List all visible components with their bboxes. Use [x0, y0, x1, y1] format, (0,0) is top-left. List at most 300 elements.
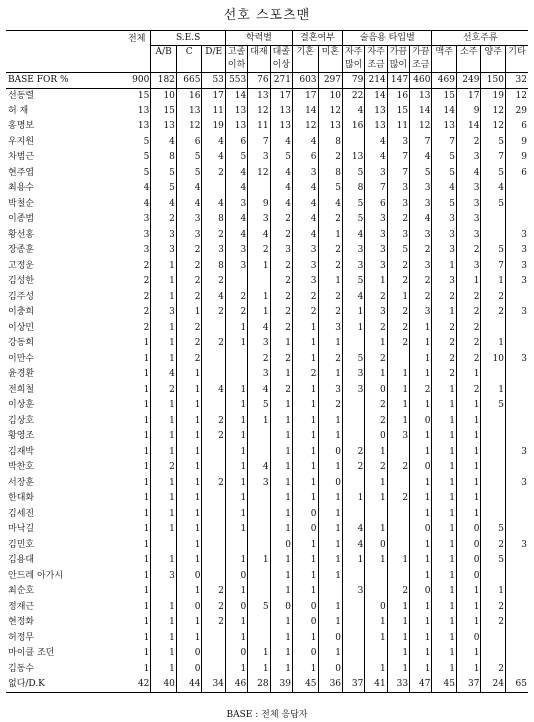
table-cell: 2: [318, 398, 342, 414]
table-row: [6, 414, 528, 430]
table-cell: 1: [151, 259, 177, 275]
row-label: 선동렬: [8, 90, 35, 101]
table-cell: 1: [151, 429, 177, 445]
table-cell: [343, 646, 365, 662]
table-cell: 4: [343, 522, 365, 538]
table-cell: 2: [343, 460, 365, 476]
table-cell: 1: [410, 569, 432, 585]
row-label: 현정화: [8, 617, 35, 628]
table-cell: 2: [248, 243, 270, 259]
table-cell: 2: [176, 243, 202, 259]
table-cell: 4: [343, 538, 365, 554]
col-edu-univ-line2: [248, 59, 270, 73]
table-cell: 1: [143, 539, 150, 550]
table-cell: 10: [318, 88, 342, 104]
table-cell: 900: [123, 73, 151, 89]
table-cell: 469: [432, 73, 456, 89]
table-cell: 22: [343, 88, 365, 104]
table-cell: 2: [225, 290, 247, 306]
table-cell: 5: [481, 398, 505, 414]
table-cell: 4: [202, 150, 225, 166]
table-cell: 3: [365, 305, 387, 321]
table-cell: 10: [151, 88, 177, 104]
table-cell: 3: [365, 259, 387, 275]
row-label: 김재박: [8, 446, 35, 457]
table-cell: 3: [248, 476, 270, 492]
table-cell: 1: [151, 274, 177, 290]
table-cell: 1: [151, 321, 177, 337]
row-label: 김주성: [8, 291, 35, 302]
table-cell: [225, 274, 247, 290]
table-cell: 0: [365, 600, 387, 616]
table-cell: 2: [202, 228, 225, 244]
table-cell: 4: [270, 181, 292, 197]
table-cell: [248, 507, 270, 523]
table-cell: 33: [387, 677, 409, 693]
table-cell: [481, 646, 505, 662]
table-cell: 1: [176, 460, 202, 476]
col-drink-occ-little-line2: 조금: [410, 59, 432, 73]
table-body: [6, 73, 528, 693]
table-cell: 2: [318, 212, 342, 228]
table-cell: 40: [151, 677, 177, 693]
table-cell: 1: [143, 601, 150, 612]
table-cell: 15: [387, 104, 409, 120]
table-cell: 1: [432, 538, 456, 554]
table-cell: 1: [387, 553, 409, 569]
table-row: [6, 88, 528, 104]
table-cell: 5: [176, 150, 202, 166]
table-cell: 2: [202, 429, 225, 445]
table-cell: 1: [456, 460, 480, 476]
row-label: 강동희: [8, 338, 35, 349]
table-cell: 12: [292, 119, 318, 135]
table-cell: 1: [248, 414, 270, 430]
col-single: 미혼: [318, 46, 342, 60]
table-cell: [387, 569, 409, 585]
table-cell: 2: [202, 305, 225, 321]
table-cell: 3: [318, 321, 342, 337]
table-cell: 1: [387, 631, 409, 647]
table-cell: 1: [410, 538, 432, 554]
table-row: [6, 662, 528, 678]
table-cell: 553: [225, 73, 247, 89]
table-cell: 4: [270, 197, 292, 213]
table-cell: 1: [292, 491, 318, 507]
table-cell: 1: [151, 398, 177, 414]
table-cell: 1: [481, 274, 505, 290]
table-cell: 5: [481, 553, 505, 569]
table-cell: 1: [410, 476, 432, 492]
table-cell: 1: [270, 414, 292, 430]
table-cell: 1: [456, 600, 480, 616]
table-cell: [202, 460, 225, 476]
table-cell: 1: [143, 369, 150, 380]
table-cell: 1: [343, 491, 365, 507]
table-row: [6, 259, 528, 275]
table-cell: 1: [248, 553, 270, 569]
table-cell: 3: [505, 243, 528, 259]
table-cell: 2: [410, 290, 432, 306]
table-cell: 0: [318, 662, 342, 678]
table-cell: 0: [225, 600, 247, 616]
table-cell: 1: [176, 414, 202, 430]
table-cell: 1: [151, 290, 177, 306]
table-cell: 39: [270, 677, 292, 693]
row-label: 고정운: [8, 260, 35, 271]
table-cell: 3: [176, 228, 202, 244]
table-cell: 12: [481, 119, 505, 135]
table-cell: 1: [387, 600, 409, 616]
table-cell: 1: [225, 429, 247, 445]
table-cell: 3: [505, 476, 528, 492]
table-row: [6, 631, 528, 647]
col-other: 기타: [505, 46, 528, 60]
table-cell: 4: [225, 212, 247, 228]
table-cell: 1: [292, 429, 318, 445]
table-cell: 1: [176, 367, 202, 383]
table-row: [6, 600, 528, 616]
row-label: 한대화: [8, 493, 35, 504]
table-cell: 3: [292, 166, 318, 182]
table-cell: 3: [410, 197, 432, 213]
table-cell: 2: [432, 336, 456, 352]
table-cell: 24: [481, 677, 505, 693]
table-cell: 2: [202, 336, 225, 352]
table-cell: 17: [202, 88, 225, 104]
header-total: 전체: [123, 31, 151, 73]
table-cell: 1: [151, 646, 177, 662]
table-cell: 2: [143, 307, 150, 318]
table-cell: 1: [432, 662, 456, 678]
table-cell: 8: [318, 166, 342, 182]
table-cell: [365, 584, 387, 600]
table-cell: [202, 321, 225, 337]
table-cell: [343, 569, 365, 585]
table-cell: 1: [410, 398, 432, 414]
table-cell: 14: [225, 88, 247, 104]
table-cell: 2: [270, 352, 292, 368]
table-cell: 3: [505, 274, 528, 290]
table-cell: [481, 476, 505, 492]
table-cell: 2: [481, 662, 505, 678]
row-label: 차범근: [8, 152, 35, 163]
table-cell: 1: [432, 553, 456, 569]
table-cell: 1: [143, 648, 150, 659]
table-cell: 1: [176, 584, 202, 600]
table-cell: 603: [292, 73, 318, 89]
table-cell: [248, 631, 270, 647]
table-cell: 0: [365, 429, 387, 445]
table-cell: 1: [410, 646, 432, 662]
table-cell: 1: [387, 662, 409, 678]
table-cell: 2: [151, 460, 177, 476]
table-cell: 11: [202, 104, 225, 120]
table-cell: 2: [365, 398, 387, 414]
table-cell: 1: [410, 321, 432, 337]
table-cell: 3: [387, 228, 409, 244]
table-cell: 3: [410, 305, 432, 321]
table-cell: 4: [410, 150, 432, 166]
table-cell: 3: [387, 181, 409, 197]
table-cell: 1: [292, 383, 318, 399]
table-cell: 2: [176, 290, 202, 306]
table-cell: [343, 662, 365, 678]
table-cell: 1: [225, 321, 247, 337]
table-cell: 0: [456, 538, 480, 554]
table-cell: 5: [318, 181, 342, 197]
table-cell: [365, 569, 387, 585]
table-cell: 1: [270, 445, 292, 461]
table-cell: 2: [481, 538, 505, 554]
table-cell: [505, 584, 528, 600]
table-cell: 1: [225, 383, 247, 399]
table-cell: [248, 181, 270, 197]
table-cell: 1: [387, 398, 409, 414]
table-cell: 3: [248, 336, 270, 352]
table-cell: 5: [248, 398, 270, 414]
table-cell: 4: [318, 197, 342, 213]
table-cell: 5: [143, 136, 150, 147]
table-cell: 5: [432, 150, 456, 166]
table-cell: 1: [143, 431, 150, 442]
table-cell: 1: [432, 414, 456, 430]
table-cell: 3: [456, 181, 480, 197]
table-cell: 5: [248, 600, 270, 616]
table-cell: 2: [456, 135, 480, 151]
table-cell: 2: [202, 615, 225, 631]
table-cell: [225, 367, 247, 383]
row-label: 서장훈: [8, 477, 35, 488]
table-cell: 2: [432, 290, 456, 306]
row-label: 김민호: [8, 539, 35, 550]
table-cell: [387, 538, 409, 554]
table-cell: 1: [292, 398, 318, 414]
table-row: [6, 336, 528, 352]
table-cell: 2: [343, 445, 365, 461]
table-cell: 12: [176, 119, 202, 135]
table-row: [6, 522, 528, 538]
table-cell: 1: [456, 367, 480, 383]
table-cell: 0: [456, 569, 480, 585]
table-cell: 3: [410, 259, 432, 275]
table-cell: 2: [481, 600, 505, 616]
table-cell: [505, 383, 528, 399]
table-cell: 16: [176, 88, 202, 104]
table-cell: 1: [318, 615, 342, 631]
table-cell: 2: [387, 212, 409, 228]
table-row: [6, 367, 528, 383]
table-cell: 1: [151, 352, 177, 368]
col-married: 기혼: [292, 46, 318, 60]
table-cell: 6: [365, 197, 387, 213]
table-cell: 3: [248, 367, 270, 383]
table-cell: [343, 600, 365, 616]
table-cell: 5: [387, 243, 409, 259]
table-cell: 4: [151, 197, 177, 213]
table-cell: 1: [176, 538, 202, 554]
table-cell: [343, 631, 365, 647]
table-cell: [387, 522, 409, 538]
table-cell: [505, 662, 528, 678]
table-cell: [505, 631, 528, 647]
table-cell: [505, 321, 528, 337]
table-cell: 1: [151, 522, 177, 538]
table-cell: 2: [456, 305, 480, 321]
table-cell: 0: [456, 522, 480, 538]
table-cell: 14: [432, 104, 456, 120]
table-cell: 76: [248, 73, 270, 89]
table-cell: 1: [248, 305, 270, 321]
table-cell: 1: [318, 646, 342, 662]
table-cell: 3: [505, 259, 528, 275]
table-cell: 4: [292, 135, 318, 151]
table-cell: 1: [456, 445, 480, 461]
table-cell: 1: [176, 476, 202, 492]
table-cell: [387, 352, 409, 368]
table-cell: 1: [456, 414, 480, 430]
table-cell: 460: [410, 73, 432, 89]
table-cell: 1: [456, 429, 480, 445]
table-cell: 1: [225, 662, 247, 678]
row-label: 이상민: [8, 322, 35, 333]
row-label: 최용수: [8, 183, 35, 194]
table-cell: 12: [505, 88, 528, 104]
table-cell: 13: [225, 119, 247, 135]
table-cell: 1: [248, 662, 270, 678]
table-cell: [248, 429, 270, 445]
table-cell: 13: [248, 88, 270, 104]
table-cell: 65: [505, 677, 528, 693]
col-soju: 소주: [456, 46, 480, 60]
table-cell: 4: [410, 212, 432, 228]
table-cell: 4: [343, 228, 365, 244]
table-row: [6, 305, 528, 321]
table-cell: 1: [270, 398, 292, 414]
table-cell: [202, 662, 225, 678]
table-cell: 1: [387, 367, 409, 383]
table-cell: 1: [151, 662, 177, 678]
header-stub: [6, 31, 123, 46]
table-cell: 3: [387, 135, 409, 151]
table-cell: 1: [318, 429, 342, 445]
table-cell: 37: [343, 677, 365, 693]
table-cell: 1: [410, 507, 432, 523]
table-cell: 3: [225, 259, 247, 275]
table-cell: 1: [270, 569, 292, 585]
table-cell: [343, 507, 365, 523]
table-cell: 1: [432, 600, 456, 616]
table-cell: 2: [248, 352, 270, 368]
table-cell: 1: [151, 414, 177, 430]
table-cell: 1: [318, 600, 342, 616]
table-row: [6, 150, 528, 166]
table-cell: 0: [456, 631, 480, 647]
table-cell: 1: [176, 631, 202, 647]
table-cell: 3: [270, 243, 292, 259]
table-cell: 2: [143, 260, 150, 271]
table-cell: 1: [410, 553, 432, 569]
table-cell: [505, 491, 528, 507]
table-cell: 17: [456, 88, 480, 104]
table-cell: 0: [176, 600, 202, 616]
table-cell: 1: [225, 522, 247, 538]
table-cell: 1: [387, 646, 409, 662]
table-cell: 0: [292, 522, 318, 538]
table-cell: [318, 584, 342, 600]
table-cell: 150: [481, 73, 505, 89]
table-cell: [505, 414, 528, 430]
table-row: [6, 429, 528, 445]
table-cell: 2: [456, 243, 480, 259]
table-cell: 214: [365, 73, 387, 89]
table-cell: 1: [481, 584, 505, 600]
table-cell: [505, 615, 528, 631]
table-cell: 2: [270, 212, 292, 228]
table-cell: 13: [151, 119, 177, 135]
table-cell: 249: [456, 73, 480, 89]
table-cell: [202, 398, 225, 414]
row-label: 이종범: [8, 214, 35, 225]
table-cell: 4: [151, 135, 177, 151]
table-row: [6, 584, 528, 600]
table-cell: 2: [387, 336, 409, 352]
table-cell: 12: [248, 104, 270, 120]
table-cell: 1: [143, 400, 150, 411]
table-cell: 1: [318, 414, 342, 430]
row-label: 허정무: [8, 632, 35, 643]
table-cell: 1: [225, 507, 247, 523]
table-cell: 13: [270, 119, 292, 135]
table-cell: 3: [432, 212, 456, 228]
table-cell: 1: [432, 507, 456, 523]
table-cell: [248, 615, 270, 631]
table-cell: 3: [151, 569, 177, 585]
table-cell: 13: [270, 104, 292, 120]
table-cell: [202, 538, 225, 554]
table-cell: 1: [410, 445, 432, 461]
table-cell: 1: [365, 662, 387, 678]
table-cell: 1: [456, 491, 480, 507]
table-cell: [481, 414, 505, 430]
table-cell: 5: [143, 167, 150, 178]
row-label: 박찬호: [8, 462, 35, 473]
table-cell: [202, 445, 225, 461]
table-cell: [151, 538, 177, 554]
table-cell: 2: [202, 584, 225, 600]
table-cell: 15: [137, 90, 150, 101]
table-cell: 1: [410, 367, 432, 383]
table-cell: 3: [387, 429, 409, 445]
table-cell: 53: [202, 73, 225, 89]
table-cell: 3: [365, 166, 387, 182]
table-cell: 1: [318, 367, 342, 383]
table-cell: 4: [270, 166, 292, 182]
table-row: [6, 507, 528, 523]
table-cell: 5: [343, 166, 365, 182]
table-cell: 1: [143, 524, 150, 535]
table-cell: 5: [410, 166, 432, 182]
table-cell: 2: [481, 290, 505, 306]
table-cell: 1: [410, 336, 432, 352]
table-cell: 0: [365, 538, 387, 554]
table-cell: 1: [343, 553, 365, 569]
table-cell: 5: [143, 152, 150, 163]
table-cell: 2: [292, 290, 318, 306]
table-cell: 1: [248, 646, 270, 662]
table-cell: 4: [270, 135, 292, 151]
table-cell: [202, 553, 225, 569]
